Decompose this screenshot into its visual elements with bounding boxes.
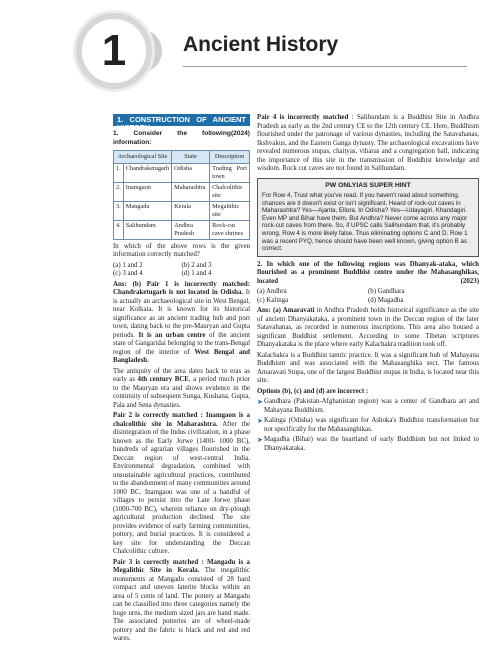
question-1 — [113, 130, 250, 147]
sites-table — [113, 150, 250, 240]
option-c: (c) 3 and 4 — [113, 270, 143, 277]
table-cell: Inamgaon — [123, 182, 171, 201]
table-cell: 2. — [114, 182, 124, 201]
pair-2-paragraph — [113, 412, 250, 557]
table-cell: Mangadu — [123, 201, 171, 220]
table-header: Description — [210, 151, 250, 164]
answer-1-bold-2: West Bengal and Bangladesh. — [113, 348, 250, 364]
chapter-title: Ancient History — [183, 33, 339, 56]
left-column — [113, 114, 250, 646]
question-1-year: (2024) — [230, 130, 250, 137]
answer-1-text-2: of the ancient state of Gangaridai belonging to the trans-Bengal region of the interior of — [113, 331, 250, 356]
answer-2-label: Ans: (a) Amaravati — [257, 307, 315, 315]
chapter-number: 1 — [101, 26, 127, 75]
bullet-icon: ➤ — [257, 436, 263, 445]
table-cell: 4. — [114, 220, 124, 239]
pair-3-paragraph — [113, 559, 250, 644]
question-1-text: 1. Consider the following information: — [113, 130, 231, 146]
table-cell: Trading Port town — [210, 163, 250, 182]
question-2-text: 2. In which one of the following regions was Dhanyak-ataka, which flourished as a prominent Buddhist centre under the Mahasanghikas, located — [257, 260, 479, 285]
table-header: Archaeological Site — [114, 151, 172, 164]
list-item — [257, 417, 479, 434]
table-cell: 1. — [114, 163, 124, 182]
list-item-text: Magadha (Bihar) was the heartland of early Buddhism but not linked to Dhanyakataka. — [264, 436, 479, 452]
pair-2-text: After the disintegration of the Indus civilization, in a phase known as the Early Jorwe (1400- 1000 BC), hundreds of agrarian villages flourished in the Deccan region of west-central India. Environmental degradation, combined with unsustainable agricultural practices, contributed to the abandonment of many communities around 1000 BC. Inamgaon was one of a handful of villages to persist into the Late Jorwe phase (1000-700 BC), wherein reliance on dry-plough agricultural production declined. The site provides evidence of early farming communities, pottery, and burial practices. It is considered a key site for understanding the Deccan Chalcolithic culture. — [113, 420, 251, 555]
options-incorrect-heading: Options (b), (c) and (d) are incorrect : — [257, 387, 369, 395]
super-hint-title: PW ONLYIAS SUPER HINT — [325, 181, 411, 189]
question-2-year: (2023) — [460, 277, 479, 285]
list-item-text: Kalinga (Odisha) was significant for Ashoka's Buddhist transformation but not specifically for the Mahasanghikas. — [264, 417, 479, 433]
option-b: (b) 2 and 3 — [181, 261, 212, 269]
kalachakra-paragraph: Kalachakra is a Buddhist tantric practice. It was a significant hub of Mahayana Buddhism and was associated with the Mahasanghika sect. The famous Amaravati Stupa, one of the largest Buddhist stupas in India, is located near this site. — [257, 351, 479, 385]
table-cell: Rock-cut cave shrines — [210, 220, 250, 239]
question-2-options — [257, 288, 479, 305]
table-cell: Andhra Pradesh — [172, 220, 210, 239]
table-cell: Chalcolithic site — [210, 182, 250, 201]
table-cell: Salihundam — [123, 220, 171, 239]
table-cell: Odisha — [172, 163, 210, 182]
super-hint-body: For Row 4, Trust what you've read. If you haven't read about something, chances are it doesn't exist or isn't significant. Heard of rock-cut caves in Maharashtra? Yes—Ajanta, Ellora. In Odisha? Yes—Udayagiri, Khandagiri. Even MP and Bihar have them. But Andhra? Never come across any major rock-cut caves from there. So, if UPSC calls Salihundam that, it's probably wrong. Row 4 is more likely false. Thus eliminating options C and D. Row 1 was a recent PYQ, hence should have been well known, giving option B as correct. — [262, 192, 468, 253]
super-hint-box — [257, 178, 479, 257]
option-d: (d) 1 and 4 — [181, 270, 212, 277]
answer-1-text: It is actually an archaeological site in West Bengal, near Kolkata. It is known for its historical significance as an ancient trading hub and port town, dating back to the pre-Mauryan and Gupta periods. — [113, 289, 250, 339]
list-item — [257, 436, 479, 453]
antiquity-date: 4th century BCE — [137, 376, 189, 383]
question-1-prompt: In which of the above rows is the given information correctly matched? — [113, 242, 250, 258]
pair-4-paragraph — [257, 114, 479, 174]
chapter-number-badge — [76, 13, 152, 89]
option-a: (a) 1 and 2 — [113, 261, 143, 269]
table-cell: Maharashtra — [172, 182, 210, 201]
pair-3-label: Pair 3 is correctly matched : Mangadu is a Megalithic Site in Kerala. — [113, 558, 250, 574]
table-row — [114, 201, 250, 220]
table-header: State — [172, 151, 210, 164]
table-cell: Chandraketugarh — [123, 163, 171, 182]
table-cell: Kerala — [172, 201, 210, 220]
bullet-icon: ➤ — [257, 417, 263, 426]
antiquity-text: The antiquity of the area dates back to eras as early as — [113, 367, 250, 383]
option-c: (c) Kalinga — [257, 296, 289, 304]
answer-1-label: Ans: (b) Pair 1 is incorrectly matched: Chandraketugarh is not located in Odisha. — [113, 280, 250, 296]
antiquity-text-2: , a period much prior to the Mauryan era and shows evidence in the continuity of subsequent Sunga, Kushana, Gupta, Pala and Sena dynasties. — [113, 376, 251, 409]
list-item — [257, 398, 479, 415]
option-b: (b) Gandhara — [368, 288, 405, 296]
question-1-options — [113, 262, 250, 279]
answer-1 — [113, 281, 250, 366]
option-a: (a) Andhra — [257, 288, 287, 296]
table-cell: Megalithic site — [210, 201, 250, 220]
pair-2-label: Pair 2 is correctly matched : Inamgaon is a chalcolithic site in Maharashtra. — [113, 412, 250, 428]
table-row — [114, 220, 250, 239]
pair-3-text: The megalithic monuments at Mangadu consisted of 28 hard compact and uneven laterite blocks within an area of 5 cents of land. The pottery at Mangadu can be classified into three categories namely the huge urns, the medium sized jars are hand made. The associated potteries are of wheel-made pottery and the fabric is black and red and red wares. — [113, 567, 250, 642]
table-row — [114, 182, 250, 201]
table-header-row — [114, 151, 250, 164]
list-item-text: Gandhara (Pakistan-Afghanistan region) was a center of Gandhara art and Mahayana Buddhism. — [264, 398, 479, 414]
bullet-icon: ➤ — [257, 398, 263, 407]
pair-4-text: : Salihundam is a Buddhist Site in Andhra Pradesh as early as the 2nd century CE to the 12th century CE. Here, Buddhism flourished under the patronage of various dynasties, including the Satavahanas, Ikshvakus, and the Eastern Ganga dynasty. The archaeological excavations have revealed numerous stupas, chaityas, viharas and a congregation hall, indicating the importance of this site in the transmission of Buddhist knowledge and wisdom. Rock cut caves are not found in Salihundam. — [257, 114, 479, 172]
question-2 — [257, 261, 479, 287]
answer-1-bold: It is an urban centre — [138, 331, 206, 339]
table-cell: 3. — [114, 201, 124, 220]
right-column — [257, 114, 479, 455]
antiquity-paragraph — [113, 368, 250, 411]
answer-2-text: in Andhra Pradesh holds historical significance as the site of ancient Dhanyakataka, a prominent town in the Deccan region of the later Satavahanas, as recorded in numerous inscriptions. This area also housed a significant Buddhist settlement. According to some Tibetan scriptures Dhanyakataka is the place where early Kalachakra tradition took off. — [257, 307, 479, 349]
section-header: 1. CONSTRUCTION OF ANCIENT HISTORY — [113, 114, 250, 126]
answer-2 — [257, 307, 479, 350]
option-d: (d) Magadha — [368, 296, 404, 304]
title-rule — [183, 66, 467, 67]
table-row — [114, 163, 250, 182]
pair-4-label: Pair 4 is incorrectly matched — [257, 114, 349, 121]
